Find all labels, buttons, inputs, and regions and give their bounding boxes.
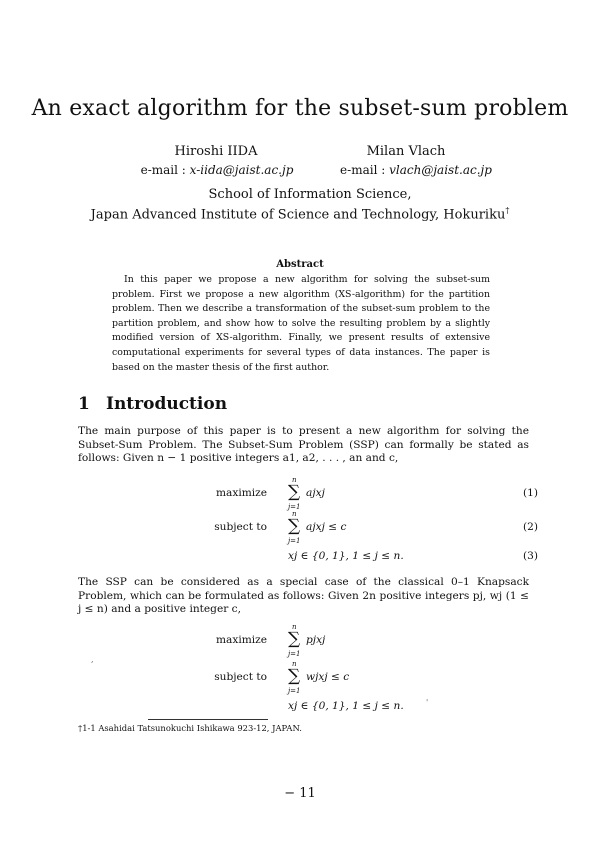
author-2-email-line — [306, 163, 526, 177]
ssp-objective: ajxj — [306, 487, 325, 499]
eq-number-2: (2) — [522, 521, 538, 533]
affiliation-mark: † — [505, 206, 510, 215]
author-2-email: vlach@jaist.ac.jp — [389, 163, 492, 177]
sum-lower-limit: j=1 — [288, 537, 301, 545]
intro-paragraph-1: The main purpose of this paper is to present a new algorithm for solving the Subset-Sum Problem. The Subset-Sum Problem (SSP) can formally be stated as follows: Given n − 1 positive integers a1, a2, . . . , an and c, — [78, 425, 529, 465]
abstract-text: In this paper we propose a new algorithm for solving the subset-sum problem. First we propose a new algorithm (XS-algorithm) for the partition problem. Then we describe a transformation of the subset-sum problem to the partition problem, and show how to solve the resulting problem by a slightly modified version of XS-algorithm. Finally, we present results of extensive computational experiments for several types of data instances. The paper is based on the master thesis of the first author. — [112, 274, 490, 373]
eq-number-3: (3) — [522, 550, 538, 562]
section-number: 1 — [78, 394, 90, 414]
sum-lower-limit: j=1 — [288, 687, 301, 695]
page-number: − 11 — [284, 786, 316, 801]
kp-constraint: wjxj ≤ c — [306, 671, 350, 683]
affiliation-institute: Japan Advanced Institute of Science and Technology, Hokuriku — [90, 207, 506, 223]
kp-domain: xj ∈ {0, 1}, 1 ≤ j ≤ n. — [288, 700, 404, 712]
kp-subject-to-label: subject to — [214, 671, 267, 683]
scan-mark: , — [91, 655, 94, 664]
eq-number-1: (1) — [522, 487, 538, 499]
ssp-subject-to-label: subject to — [214, 521, 267, 533]
ssp-domain: xj ∈ {0, 1}, 1 ≤ j ≤ n. — [288, 550, 404, 562]
paper-title: An exact algorithm for the subset-sum problem — [31, 96, 569, 121]
ssp-constraint: ajxj ≤ c — [306, 521, 347, 533]
abstract-heading: Abstract — [276, 259, 324, 270]
sum-lower-limit: j=1 — [288, 650, 301, 658]
intro-paragraph-2: The SSP can be considered as a special case of the classical 0–1 Knapsack Problem, which can be formulated as follows: Given 2n positive integers pj, wj (1 ≤ j ≤ n) and a positive integer c, — [78, 576, 529, 616]
kp-objective: pjxj — [306, 634, 326, 646]
scan-mark: ' — [426, 698, 429, 707]
ssp-maximize-label: maximize — [215, 487, 267, 499]
author-2-email-label: e-mail : — [340, 163, 386, 177]
sum-lower-limit: j=1 — [288, 503, 301, 511]
affiliation-line-1: School of Information Science, — [208, 187, 412, 202]
author-1-email-line — [107, 163, 327, 177]
affiliation-line-2 — [0, 206, 600, 222]
sum-upper-limit: n — [292, 623, 297, 631]
section-title: Introduction — [106, 394, 228, 414]
author-1-email-label: e-mail : — [140, 163, 186, 177]
footnote-rule — [148, 719, 268, 720]
kp-maximize-label: maximize — [215, 634, 267, 646]
author-2-name: Milan Vlach — [366, 144, 446, 159]
sigma-symbol: ∑ — [288, 629, 301, 649]
sum-upper-limit: n — [292, 660, 297, 668]
sum-upper-limit: n — [292, 476, 297, 484]
author-1-name: Hiroshi IIDA — [174, 144, 258, 159]
sum-upper-limit: n — [292, 510, 297, 518]
author-1-email: x-iida@jaist.ac.jp — [189, 163, 294, 177]
sigma-symbol: ∑ — [288, 516, 301, 536]
sigma-symbol: ∑ — [288, 666, 301, 686]
sigma-symbol: ∑ — [288, 482, 301, 502]
footnote: †1-1 Asahidai Tatsunokuchi Ishikawa 923-12, JAPAN. — [78, 723, 302, 733]
section-heading — [78, 394, 227, 414]
